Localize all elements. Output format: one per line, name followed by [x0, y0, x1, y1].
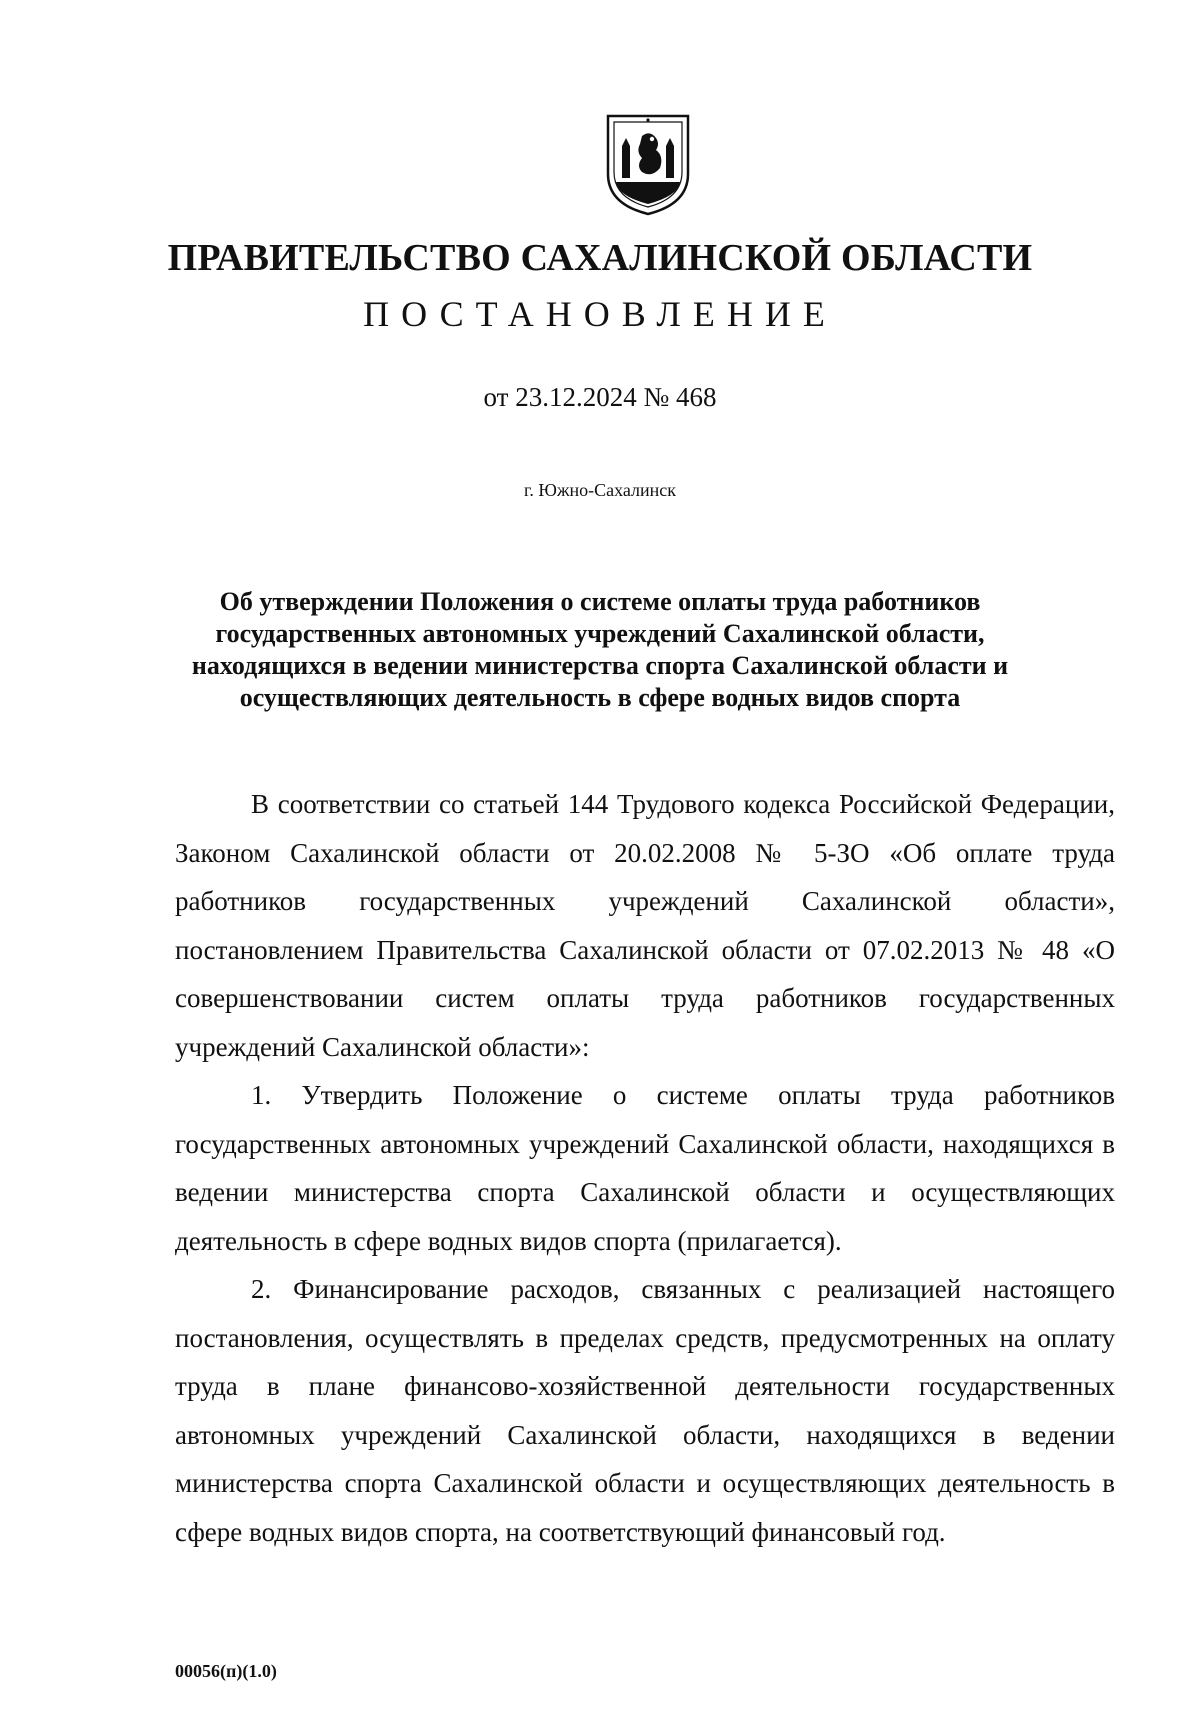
document-date-number: от 23.12.2024 № 468 [483, 382, 717, 412]
item-paragraph: 2. Финансирование расходов, связанных с реализацией настоящего постановления, осуществлять в пределах средств, предусмотренных на оплату труда в плане финансово-хозяйственной деятельности государственных автономных учреждений Сахалинской области, находящихся в ведении министерства спорта Сахалинской области и осуществляющих деятельность в сфере водных видов спорта, на соответствующий финансовый год. [175, 1274, 1115, 1547]
document-type: ПОСТАНОВЛЕНИЕ [363, 294, 837, 334]
government-title: ПРАВИТЕЛЬСТВО САХАЛИНСКОЙ ОБЛАСТИ [167, 237, 1033, 279]
document-body [175, 780, 1115, 1556]
document-place: г. Южно-Сахалинск [523, 480, 677, 500]
form-code: 00056(п)(1.0) [175, 1661, 277, 1681]
sakhalin-coat-of-arms-icon [602, 112, 694, 218]
document-heading: Об утверждении Положения о системе оплаты труда работников государственных автономных учреждений Сахалинской области, находящихся в ведении министерства спорта Сахалинской области и осуществляющих деятельность в сфере водных видов спорта [191, 587, 1009, 712]
item-paragraph: 1. Утвердить Положение о системе оплаты труда работников государственных автономных учреждений Сахалинской области, находящихся в ведении министерства спорта Сахалинской области и осуществляющих деятельность в сфере водных видов спорта (прилагается). [175, 1080, 1115, 1256]
preamble-paragraph: В соответствии со статьей 144 Трудового кодекса Российской Федерации, Законом Сахалинской области от 20.02.2008 № 5-ЗО «Об оплате труда работников государственных учреждений Сахалинской области», постановлением Правительства Сахалинской области от 07.02.2013 № 48 «О совершенствовании систем оплаты труда работников государственных учреждений Сахалинской области»: [175, 789, 1115, 1062]
